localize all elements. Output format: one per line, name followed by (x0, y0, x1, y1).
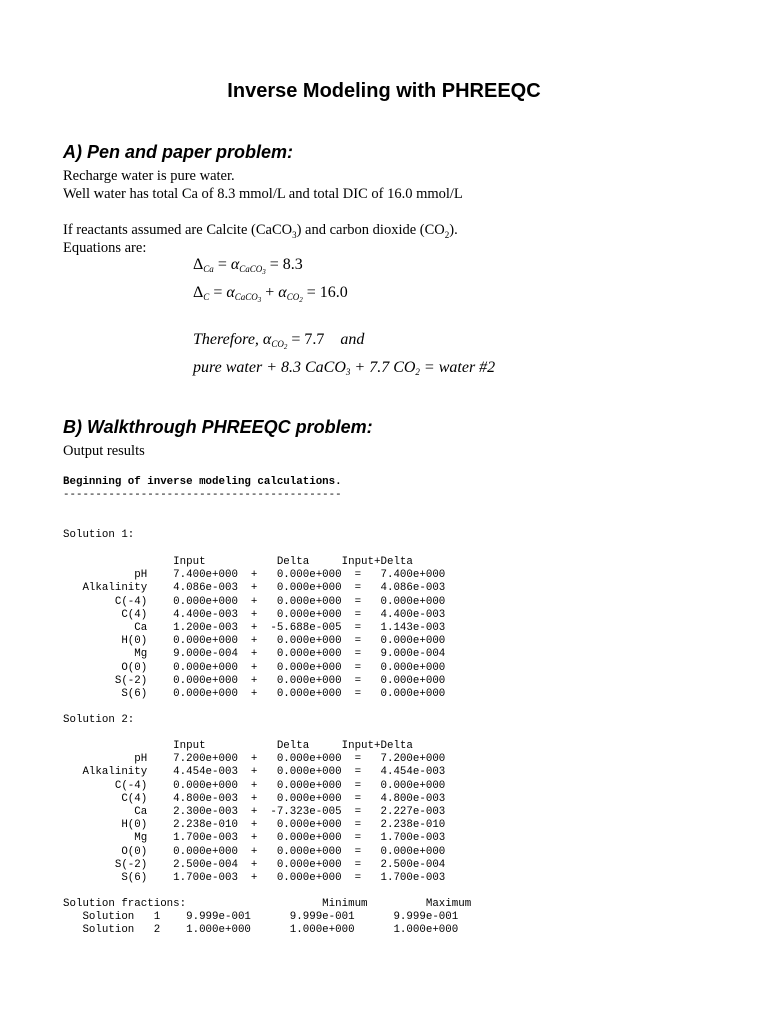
inverse-modeling-header: Beginning of inverse modeling calculations. (63, 476, 342, 488)
solution2-table (63, 740, 445, 885)
table-row: Alkalinity 4.454e-003 + 0.000e+000 = 4.454e-003 (63, 766, 446, 779)
table-row: S(-2) 2.500e-004 + 0.000e+000 = 2.500e-004 (63, 858, 446, 871)
table-row: H(0) 2.238e-010 + 0.000e+000 = 2.238e-010 (63, 819, 446, 832)
equation-reaction: pure water + 8.3 CaCO$_3$ + 7.7 $CO_2$ = water #2 (193, 359, 496, 377)
table-row: S(6) 1.700e-003 + 0.000e+000 = 1.700e-003 (63, 872, 446, 885)
solution2-label: Solution 2: (63, 714, 135, 726)
table-row: pH 7.200e+000 + 0.000e+000 = 7.200e+000 (63, 753, 446, 766)
table-row: C(-4) 0.000e+000 + 0.000e+000 = 0.000e+000 (63, 595, 446, 608)
solution-fractions-table (63, 898, 471, 938)
section-b-heading: B) Walkthrough PHREEQC problem: (63, 417, 373, 437)
table-row: Ca 2.300e-003 + -7.323e-005 = 2.227e-003 (63, 806, 446, 819)
table-row: Ca 1.200e-003 + -5.688e-005 = 1.143e-003 (63, 622, 446, 635)
table-row: pH 7.400e+000 + 0.000e+000 = 7.400e+000 (63, 569, 446, 582)
table-row: C(4) 4.400e-003 + 0.000e+000 = 4.400e-003 (63, 608, 446, 621)
table-row: Mg 1.700e-003 + 0.000e+000 = 1.700e-003 (63, 832, 446, 845)
header-rule: ------------------------------------------- (63, 489, 342, 501)
section-a-line3: If reactants assumed are Calcite (CaCO$_3$) and carbon dioxide $(CO_2)$. (63, 222, 458, 240)
table-header: Input Delta Input+Delta (63, 740, 413, 752)
equation-dic: $\Delta_C = \alpha_{CaCO_3} + \alpha_{CO_2} = 16.0$ (193, 284, 348, 304)
table-header: Input Delta Input+Delta (63, 556, 413, 568)
table-row: O(0) 0.000e+000 + 0.000e+000 = 0.000e+000 (63, 845, 446, 858)
equation-ca: $\Delta_{Ca} = \alpha_{CaCO_3} = 8.3$ (193, 256, 303, 276)
table-row: S(6) 0.000e+000 + 0.000e+000 = 0.000e+000 (63, 688, 446, 701)
table-header: Solution fractions: Minimum Maximum (63, 898, 472, 910)
table-row: S(-2) 0.000e+000 + 0.000e+000 = 0.000e+000 (63, 674, 446, 687)
table-row: C(-4) 0.000e+000 + 0.000e+000 = 0.000e+000 (63, 779, 446, 792)
section-a-heading: A) Pen and paper problem: (63, 142, 294, 162)
table-row: Alkalinity 4.086e-003 + 0.000e+000 = 4.086e-003 (63, 582, 446, 595)
table-row: O(0) 0.000e+000 + 0.000e+000 = 0.000e+000 (63, 661, 446, 674)
page-title: Inverse Modeling with PHREEQC (227, 80, 541, 102)
solution1-table (63, 556, 445, 701)
section-a-line2: Well water has total Ca of 8.3 mmol/L and total DIC of 16.0 mmol/L (63, 186, 463, 202)
equation-therefore: Therefore, $\alpha_{CO_2} = 7.7$ and (193, 331, 365, 351)
table-row: Solution 1 9.999e-001 9.999e-001 9.999e-001 (63, 911, 459, 924)
table-row: C(4) 4.800e-003 + 0.000e+000 = 4.800e-003 (63, 792, 446, 805)
table-row: Mg 9.000e-004 + 0.000e+000 = 9.000e-004 (63, 648, 446, 661)
table-row: H(0) 0.000e+000 + 0.000e+000 = 0.000e+000 (63, 635, 446, 648)
solution1-label: Solution 1: (63, 529, 135, 541)
table-row: Solution 2 1.000e+000 1.000e+000 1.000e+000 (63, 924, 459, 937)
section-a-line1: Recharge water is pure water. (63, 168, 235, 184)
section-a-line4: Equations are: (63, 240, 147, 256)
section-b-line1: Output results (63, 443, 145, 459)
